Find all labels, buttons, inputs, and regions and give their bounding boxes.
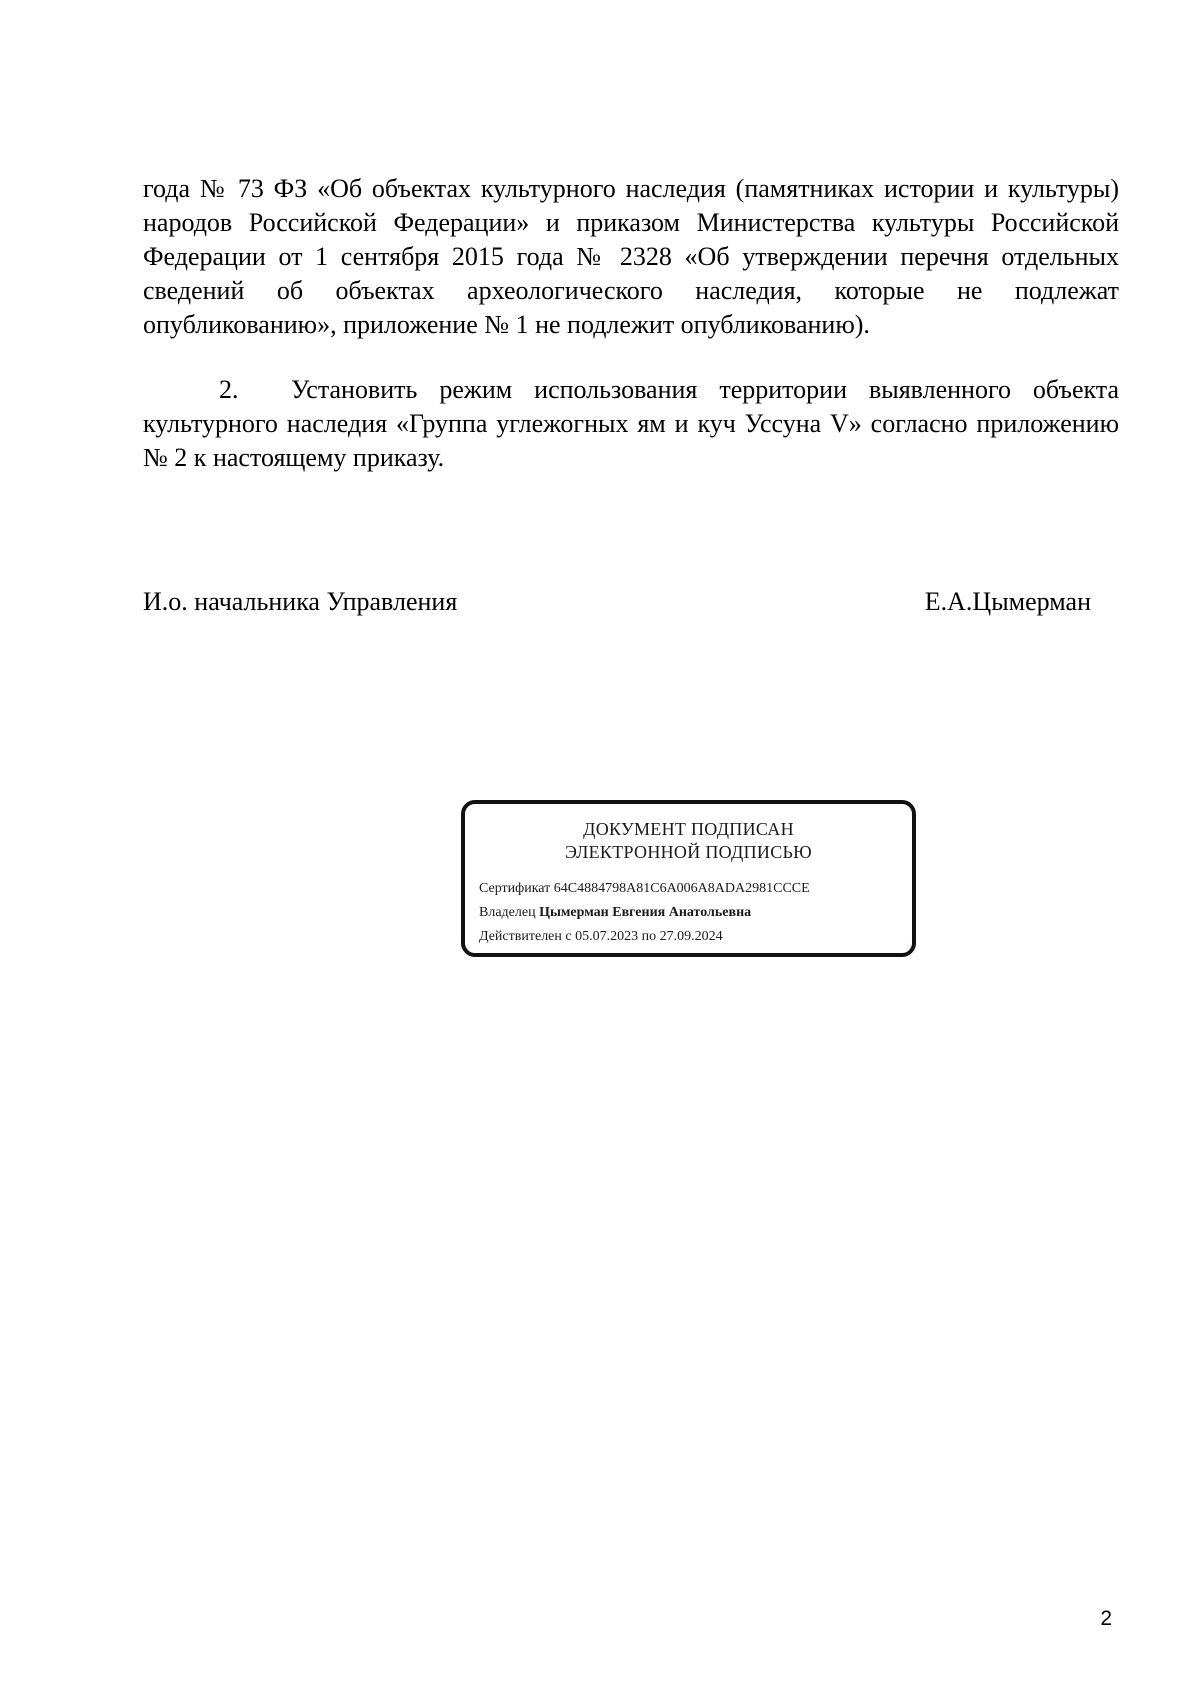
owner-value: Цымерман Евгения Анатольевна — [539, 905, 752, 920]
stamp-validity-line — [479, 925, 904, 949]
stamp-title — [465, 818, 912, 864]
paragraph-2-text: Установить режим использования территории выявленного объекта культурного наследия «Группа углежогных ям и куч Уссуна V» согласно приложению № 2 к настоящему приказу. — [143, 375, 1119, 472]
valid-to-label: по — [641, 929, 657, 944]
signatory-position: И.о. начальника Управления — [143, 587, 458, 616]
valid-label: Действителен — [479, 929, 562, 944]
page-number: 2 — [1100, 1607, 1112, 1630]
signature-block — [143, 585, 1091, 619]
stamp-owner-line — [479, 901, 904, 925]
body-paragraph-1: года № 73 ФЗ «Об объектах культурного наследия (памятниках истории и культуры) народов Российской Федерации» и приказом Министерства культуры Российской Федерации от 1 сентября 2015 года № 2328 «Об утверждении перечня отдельных сведений об объектах археологического наследия, которые не подлежат опубликованию», приложение № 1 не подлежит опубликованию). — [143, 174, 1119, 339]
valid-from-date: 05.07.2023 — [575, 929, 639, 944]
e-signature-stamp — [461, 800, 916, 957]
body-paragraph-2 — [143, 373, 1119, 475]
valid-from-label: с — [565, 929, 572, 944]
stamp-certificate-line — [479, 877, 904, 901]
certificate-label: Сертификат — [479, 881, 551, 896]
valid-to-date: 27.09.2024 — [659, 929, 723, 944]
stamp-details — [479, 877, 904, 949]
stamp-title-line-1: ДОКУМЕНТ ПОДПИСАН — [583, 819, 794, 839]
owner-label: Владелец — [479, 905, 536, 920]
paragraph-2-number: 2. — [219, 375, 239, 404]
signatory-name: Е.А.Цымерман — [924, 587, 1091, 616]
stamp-title-line-2: ЭЛЕКТРОННОЙ ПОДПИСЬЮ — [565, 842, 812, 862]
certificate-value: 64C4884798A81C6A006A8ADA2981CCCE — [553, 881, 810, 896]
